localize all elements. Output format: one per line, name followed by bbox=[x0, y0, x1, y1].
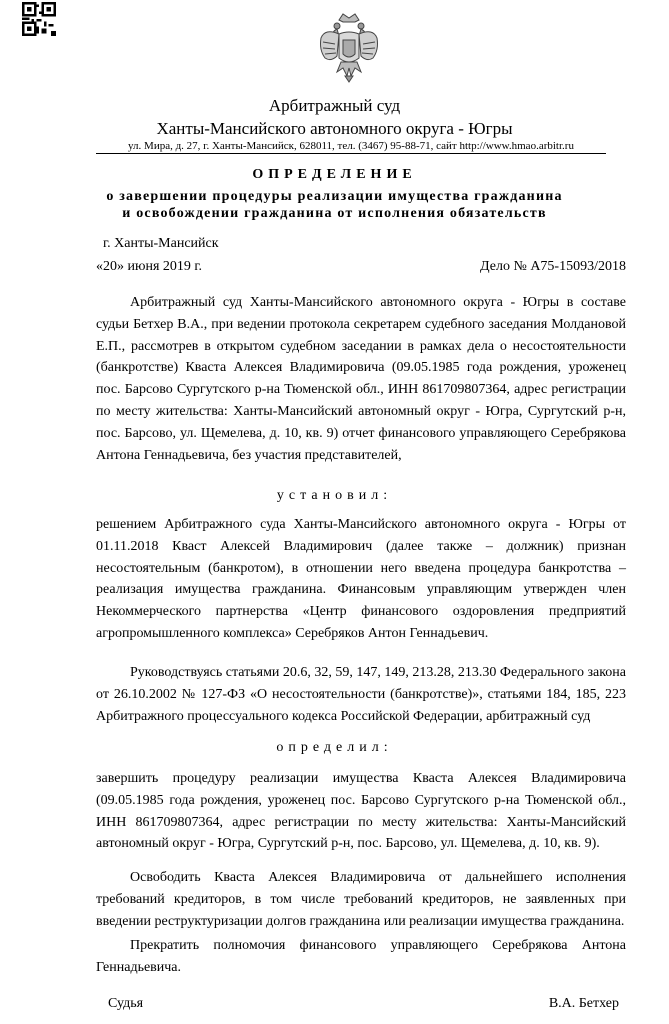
signature-name: В.А. Бетхер bbox=[548, 996, 619, 1011]
signature-role: Судья bbox=[108, 996, 144, 1011]
document-city: г. Ханты-Мансийск bbox=[103, 236, 219, 251]
release-paragraph bbox=[96, 867, 626, 932]
document-subtitle-line2: и освобождении гражданина от исполнения обязательств bbox=[122, 206, 547, 221]
guided-text: Руководствуясь статьями 20.6, 32, 59, 147, 149, 213.28, 213.30 Федерального закона от 26.10.2002 № 127-ФЗ «О несостоятельности (банкротстве)», статьями 184, 185, 223 Арбитражного процессуального кодекса Российской Федерации, арбитражный суд bbox=[96, 665, 626, 724]
determined-paragraph bbox=[96, 768, 626, 855]
release-text: Освободить Кваста Алексея Владимировича от дальнейшего исполнения требований кредиторов, в том числе требований кредиторов, не заявленных при введении реструктуризации долгов гражданина или реализации имущества гражданина. bbox=[96, 870, 626, 929]
document-subtitle-line1: о завершении процедуры реализации имущества гражданина bbox=[106, 189, 563, 204]
document-date: «20» июня 2019 г. bbox=[96, 259, 203, 274]
determined-text: завершить процедуру реализации имущества Кваста Алексея Владимировича (09.05.1985 года рождения, уроженец пос. Барсово Сургутского р-на Тюменской обл., ИНН 861709807364, адрес регистрации по месту жительства: Ханты-Мансийский автономный округ - Югра, Сургутский р-н, пос. Барсово, ул. Щемелева, д. 10, кв. 9). bbox=[96, 771, 626, 852]
document-title: ОПРЕДЕЛЕНИЕ bbox=[252, 167, 417, 182]
determined-heading: определил: bbox=[276, 740, 393, 755]
qr-code-icon bbox=[22, 2, 56, 36]
established-text: решением Арбитражного суда Ханты-Мансийского автономного округа - Югры от 01.11.2018 Кваст Алексей Владимирович (далее также – должник) признан несостоятельным (банкротом), в отношении него введена процедура банкротства – реализация имущества гражданина. Финансовым управляющим утвержден член Некоммерческого партнерства «Центр финансового оздоровления предприятий агропромышленного комплекса» Серебряков Антон Геннадьевич. bbox=[96, 517, 626, 641]
terminate-paragraph bbox=[96, 935, 626, 979]
established-paragraph bbox=[96, 514, 626, 645]
court-address: ул. Мира, д. 27, г. Ханты-Мансийск, 628011, тел. (3467) 95-88-71, сайт http://www.hmao.arbitr.ru bbox=[96, 140, 606, 154]
court-name-line2: Ханты-Мансийского автономного округа - Югры bbox=[156, 119, 513, 138]
terminate-text: Прекратить полномочия финансового управляющего Серебрякова Антона Геннадьевича. bbox=[96, 938, 626, 975]
intro-text: Арбитражный суд Ханты-Мансийского автономного округа - Югры в составе судьи Бетхер В.А., при ведении протокола секретарем судебного заседания Молдановой Е.П., рассмотрев в открытом судебном заседании в рамках дела о несостоятельности (банкротстве) Кваста Алексея Владимировича (09.05.1985 года рождения, уроженец пос. Барсово Сургутского р-на Тюменской обл., ИНН 861709807364, адрес регистрации по месту жительства: Ханты-Мансийский автономный округ - Югра, Сургутский р-н, пос. Барсово, ул. Щемелева, д. 10, кв. 9) отчет финансового управляющего Серебрякова Антона Геннадьевича, без участия представителей, bbox=[96, 295, 626, 463]
intro-paragraph bbox=[96, 292, 626, 466]
case-number: Дело № А75-15093/2018 bbox=[480, 259, 626, 274]
coat-of-arms-emblem bbox=[317, 10, 381, 84]
court-name-line1: Арбитражный суд bbox=[268, 96, 401, 115]
guided-paragraph bbox=[96, 662, 626, 727]
established-heading: установил: bbox=[276, 488, 393, 503]
